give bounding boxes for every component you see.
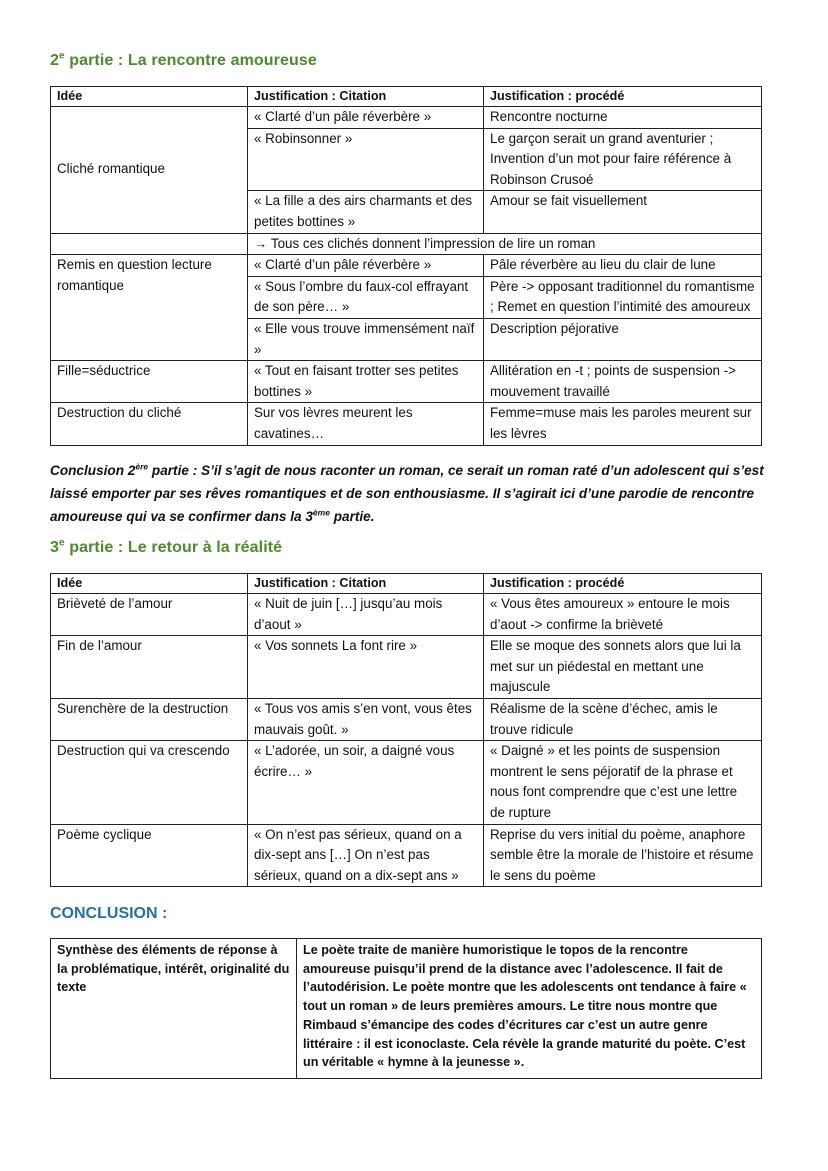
conclusion-sup-1: ère — [135, 461, 149, 472]
conclusion-text-a: Conclusion 2 — [50, 463, 136, 478]
procede-cell: Reprise du vers initial du poème, anaphore semble être la morale de l’histoire et résume le sens du poème — [484, 824, 762, 887]
procede-cell: Amour se fait visuellement — [484, 191, 762, 233]
header-idee: Idée — [51, 574, 248, 594]
table-row — [51, 403, 762, 445]
table-row — [51, 824, 762, 887]
header-citation: Justification : Citation — [248, 574, 484, 594]
idea-cell: Brièveté de l’amour — [51, 594, 248, 636]
conclusion-title: CONCLUSION : — [50, 905, 168, 922]
citation-cell: « Robinsonner » — [248, 128, 484, 191]
part3-title — [50, 539, 282, 557]
header-citation: Justification : Citation — [248, 87, 484, 107]
procede-cell: Le garçon serait un grand aventurier ; Invention d’un mot pour faire référence à Robinson Crusoé — [484, 128, 762, 191]
span-note-cell: → Tous ces clichés donnent l’impression de lire un roman — [248, 233, 762, 255]
table-row — [51, 233, 762, 255]
citation-cell: « Vos sonnets La font rire » — [248, 636, 484, 699]
citation-cell: « On n’est pas sérieux, quand on a dix-sept ans […] On n’est pas sérieux, quand on a dix-sept ans » — [248, 824, 484, 887]
citation-cell: « Nuit de juin […] jusqu’au mois d’aout » — [248, 594, 484, 636]
table-row — [51, 636, 762, 699]
citation-cell: Sur vos lèvres meurent les cavatines… — [248, 403, 484, 445]
procede-cell: Réalisme de la scène d’échec, amis le trouve ridicule — [484, 698, 762, 740]
part3-table — [50, 573, 762, 887]
table-row — [51, 939, 762, 1079]
idea-cell: Surenchère de la destruction — [51, 698, 248, 740]
procede-cell: Pâle réverbère au lieu du clair de lune — [484, 255, 762, 277]
idea-cell: Fin de l’amour — [51, 636, 248, 699]
part2-title-text: partie : La rencontre amoureuse — [64, 52, 317, 69]
idea-cell: Cliché romantique — [51, 107, 248, 234]
idea-cell: Remis en question lecture romantique — [51, 255, 248, 361]
procede-cell: « Vous êtes amoureux » entoure le mois d’aout -> confirme la brièveté — [484, 594, 762, 636]
part3-title-sup: e — [59, 537, 65, 549]
procede-cell: Elle se moque des sonnets alors que lui la met sur un piédestal en mettant une majuscule — [484, 636, 762, 699]
conclusion-text-c: partie. — [329, 509, 375, 524]
synthesis-label: Synthèse des éléments de réponse à la problématique, intérêt, originalité du texte — [51, 939, 297, 1079]
table-header-row — [51, 574, 762, 594]
part2-table — [50, 86, 762, 446]
part3-title-number: 3 — [50, 539, 59, 556]
conclusion-text-b: partie : S’il s’agit de nous raconter un roman, ce serait un roman raté d’un adolescent qui s’est laissé emporter par ses rêves romantiques et de son enthousiasme. Il s’agirait ici d’une parodie de rencontre amoureuse qui va se confirmer dans la 3 — [50, 463, 764, 524]
conclusion-table — [50, 938, 762, 1079]
part2-title — [50, 52, 317, 70]
procede-cell: Rencontre nocturne — [484, 107, 762, 129]
header-idee: Idée — [51, 87, 248, 107]
procede-cell: Description péjorative — [484, 318, 762, 360]
header-procede: Justification : procédé — [484, 87, 762, 107]
citation-cell: « Clarté d’un pâle réverbère » — [248, 255, 484, 277]
table-row — [51, 107, 762, 129]
idea-cell: Destruction du cliché — [51, 403, 248, 445]
procede-cell: « Daigné » et les points de suspension montrent le sens péjoratif de la phrase et nous font comprendre que c’est une lettre de rupture — [484, 741, 762, 824]
table-row — [51, 361, 762, 403]
part3-title-text: partie : Le retour à la réalité — [64, 539, 283, 556]
table-row — [51, 594, 762, 636]
citation-cell: « Tout en faisant trotter ses petites bottines » — [248, 361, 484, 403]
citation-cell: « Clarté d’un pâle réverbère » — [248, 107, 484, 129]
citation-cell: « Sous l’ombre du faux-col effrayant de son père… » — [248, 276, 484, 318]
procede-cell: Femme=muse mais les paroles meurent sur les lèvres — [484, 403, 762, 445]
citation-cell: « Tous vos amis s’en vont, vous êtes mauvais goût. » — [248, 698, 484, 740]
idea-cell: Poème cyclique — [51, 824, 248, 887]
citation-cell: « Elle vous trouve immensément naïf » — [248, 318, 484, 360]
citation-cell: « La fille a des airs charmants et des petites bottines » — [248, 191, 484, 233]
part2-conclusion — [50, 459, 780, 528]
table-row — [51, 255, 762, 277]
table-row — [51, 741, 762, 824]
idea-cell: Destruction qui va crescendo — [51, 741, 248, 824]
citation-cell: « L’adorée, un soir, a daigné vous écrire… » — [248, 741, 484, 824]
header-procede: Justification : procédé — [484, 574, 762, 594]
procede-cell: Allitération en -t ; points de suspension -> mouvement travaillé — [484, 361, 762, 403]
part2-title-number: 2 — [50, 52, 59, 69]
table-header-row — [51, 87, 762, 107]
idea-cell: Fille=séductrice — [51, 361, 248, 403]
table-row — [51, 698, 762, 740]
procede-cell: Père -> opposant traditionnel du romantisme ; Remet en question l’intimité des amoureux — [484, 276, 762, 318]
part2-title-sup: e — [59, 50, 65, 62]
synthesis-text: Le poète traite de manière humoristique le topos de la rencontre amoureuse puisqu’il prend de la distance avec l’adolescence. Il fait de l’autodérision. Le poète montre que les adolescents ont tendance à faire « tout un roman » de leurs premières amours. Le titre nous montre que Rimbaud s’émancipe des codes d’écritures car c’est un autre genre littéraire : il est iconoclaste. Cela révèle la grande maturité du poète. C’est un véritable « hymne à la jeunesse ». — [297, 939, 762, 1079]
conclusion-sup-2: ème — [312, 507, 330, 518]
idea-cell-empty — [51, 233, 248, 255]
